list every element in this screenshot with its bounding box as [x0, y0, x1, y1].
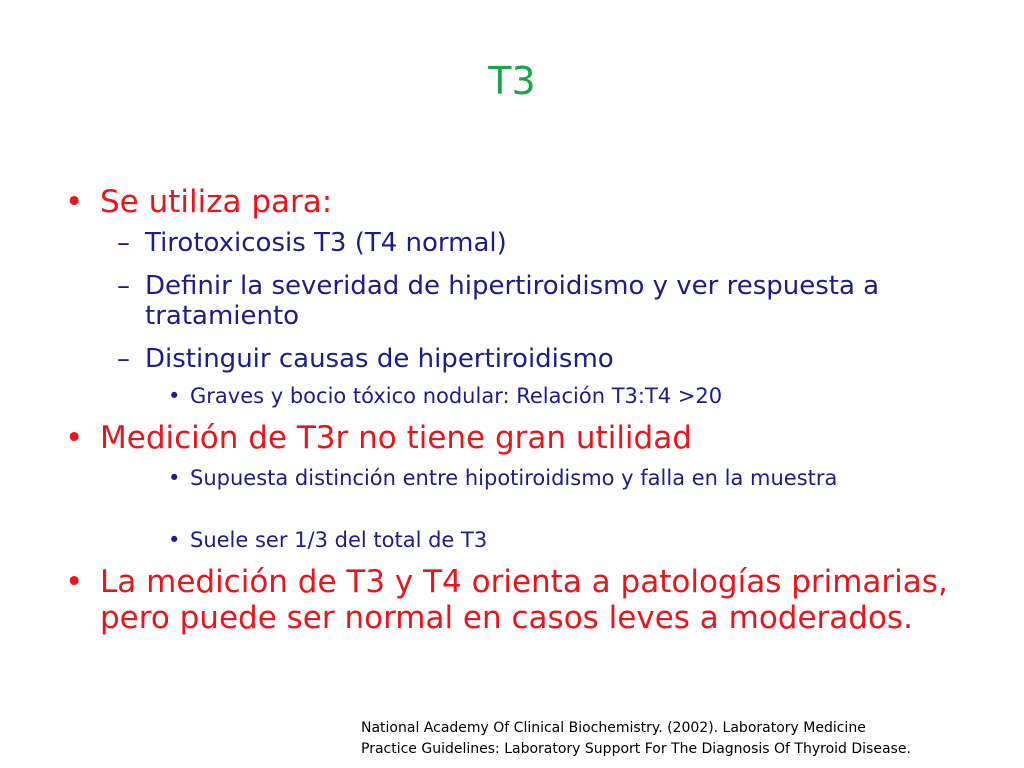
bullet-item-level3: [168, 466, 970, 491]
bullet-text: Supuesta distinción entre hipotiroidismo y falla en la muestra: [190, 466, 838, 490]
bullet-item-level1: [65, 420, 1000, 456]
slide-title: T3: [488, 59, 536, 103]
bullet-text: Distinguir causas de hipertiroidismo: [145, 344, 614, 374]
bullet-text: Medición de T3r no tiene gran utilidad: [100, 420, 692, 456]
bullet-item-level1: [65, 564, 1000, 636]
bullet-item-level2: [117, 344, 995, 374]
citation: [361, 718, 1021, 760]
bullet-text: Graves y bocio tóxico nodular: Relación T3:T4 >20: [190, 384, 723, 408]
bullet-text: La medición de T3 y T4 orienta a patologías primarias, pero puede ser normal en casos leves a moderados.: [100, 564, 948, 636]
bullet-dot-icon: •: [168, 528, 181, 552]
citation-line: Practice Guidelines: Laboratory Support For The Diagnosis Of Thyroid Disease.: [361, 741, 911, 757]
bullet-dot-icon: •: [65, 564, 84, 600]
citation-line: National Academy Of Clinical Biochemistry. (2002). Laboratory Medicine: [361, 720, 866, 736]
bullet-dot-icon: •: [65, 184, 84, 220]
bullet-dot-icon: •: [168, 466, 181, 490]
dash-icon: –: [117, 228, 130, 258]
bullet-item-level3: [168, 384, 970, 409]
bullet-text: Se utiliza para:: [100, 184, 333, 220]
bullet-dot-icon: •: [168, 384, 181, 408]
bullet-dot-icon: •: [65, 420, 84, 456]
dash-icon: –: [117, 344, 130, 374]
bullet-item-level2: [117, 271, 995, 331]
dash-icon: –: [117, 271, 130, 301]
bullet-item-level3: [168, 528, 970, 553]
bullet-text: Tirotoxicosis T3 (T4 normal): [145, 228, 507, 258]
bullet-item-level2: [117, 228, 995, 258]
bullet-text: Suele ser 1/3 del total de T3: [190, 528, 488, 552]
bullet-item-level1: [65, 184, 1000, 220]
bullet-text: Definir la severidad de hipertiroidismo y ver respuesta a tratamiento: [145, 271, 880, 331]
